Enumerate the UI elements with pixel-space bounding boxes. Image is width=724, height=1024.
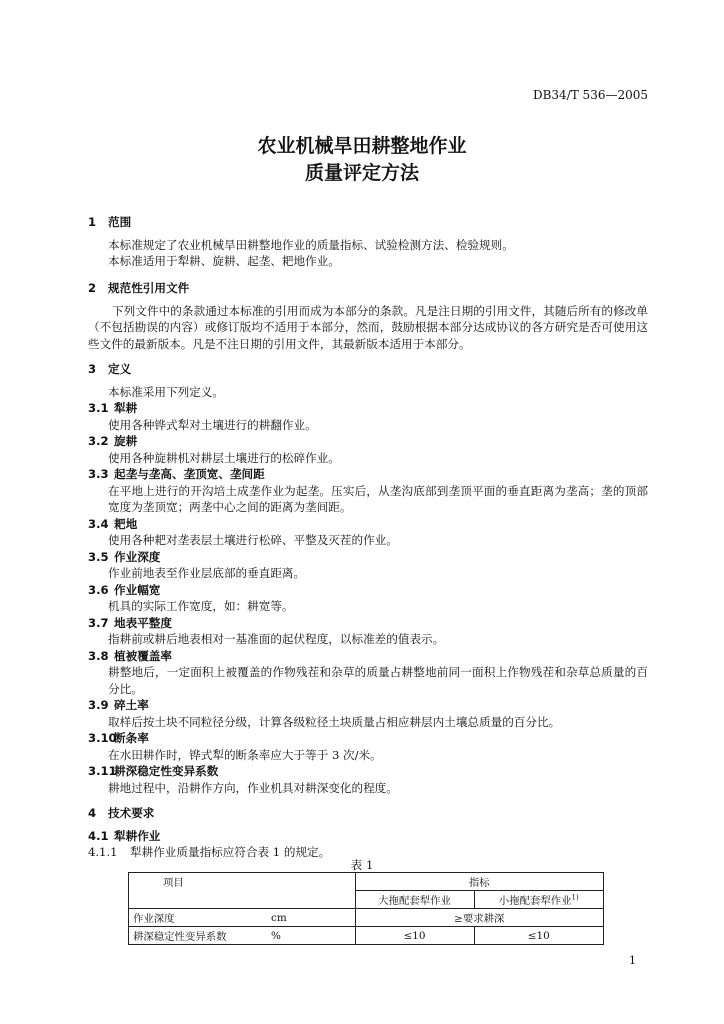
definition-text: 在水田耕作时，铧式犁的断条率应大于等于 3 次/米。 [108,747,382,762]
section-4 [88,805,648,861]
definition-text: 在平地上进行的开沟培土成垄作业为起垄。压实后，从垄沟底部到垄顶平面的垂直距离为垄高；垄的顶部宽度为垄顶宽；两垄中心之间的距离为垄间距。 [108,483,648,514]
definition-text: 耕整地后，一定面积上被覆盖的作物残茬和杂草的质量占耕整地前同一面积上作物残茬和杂草总质量的百分比。 [108,665,648,696]
standard-number: DB34/T 536—2005 [532,88,648,102]
section-2 [88,280,648,352]
definition-text: 机具的实际工作宽度，如：耕宽等。 [108,599,294,613]
definition-heading: 3.9 碎土率 [88,698,149,712]
page-number: 1 [629,954,636,967]
section-heading: 3 定义 [88,362,132,376]
document-subtitle: 质量评定方法 [304,162,419,184]
paragraph: 本标准适用于犁耕、旋耕、起垄、耙地作业。 [108,254,340,268]
definition-text: 指耕前或耕后地表相对一基准面的起伏程度，以标准差的值表示。 [108,632,445,646]
definition-heading: 3.10断条率 [88,731,149,745]
section-3 [88,361,648,796]
paragraph: 本标准规定了农业机械旱田耕整地作业的质量指标、试验检测方法、检验规则。 [108,237,514,252]
clause: 4.1.1 犁耕作业质量指标应符合表 1 的规定。 [88,845,331,859]
definition-heading: 3.5 作业深度 [88,549,161,564]
definition-heading: 3.6 作业幅宽 [88,582,161,597]
definition-heading: 3.7 地表平整度 [88,615,172,630]
section-heading: 4 技术要求 [88,806,155,820]
definition-text: 取样后按土块不同粒径分级，计算各级粒径土块质量占相应耕层内土壤总质量的百分比。 [108,714,561,729]
table-row: 作业深度 cm ≥要求耕深 [129,909,604,927]
definition-heading: 3.4 耙地 [88,516,138,531]
definition-heading: 3.2 旋耕 [88,434,138,448]
table-row: 耕深稳定性变异系数 % ≤10 ≤10 [129,927,604,945]
definition-list [88,400,648,796]
quality-index-table [128,872,604,945]
section-1 [88,214,648,270]
table-caption: 表 1 [350,858,374,872]
definition-heading: 3.11耕深稳定性变异系数 [88,764,219,778]
definition-text: 使用各种耙对垄表层土壤进行松碎、平整及灭茬的作业。 [108,533,398,547]
table-header-large: 大拖配套犁作业 [355,891,474,909]
definition-text: 使用各种旋耕机对耕层土壤进行的松碎作业。 [108,450,340,465]
section-heading: 2 规范性引用文件 [88,281,190,295]
section-heading: 1 范围 [88,215,132,229]
table-header-index: 指标 [355,873,603,891]
table-header-small: 小拖配套犁作业$^{1)}$ [474,891,603,909]
document-title: 农业机械旱田耕整地作业 [257,135,467,157]
paragraph: 下列文件中的条款通过本标准的引用而成为本部分的条款。凡是注日期的引用文件，其随后所有的修改单（不包括勘误的内容）或修订版均不适用于本部分，然而，鼓励根据本部分达成协议的各方研究是否可使用这些文件的最新版本。凡是不注日期的引用文件，其最新版本适用于本部分。 [88,303,648,351]
table-header-item: 项目 [129,873,356,909]
definition-heading: 3.1 犁耕 [88,401,138,415]
definition-text: 使用各种铧式犁对土壤进行的耕翻作业。 [108,417,317,432]
definition-heading: 3.3 起垄与垄高、垄顶宽、垄间距 [88,467,265,481]
definition-text: 作业前地表至作业层底部的垂直距离。 [108,566,306,580]
definition-text: 耕地过程中，沿耕作方向，作业机具对耕深变化的程度。 [108,780,398,795]
paragraph: 本标准采用下列定义。 [108,384,224,399]
definition-heading: 3.8 植被覆盖率 [88,648,172,663]
subsection-heading: 4.1 犁耕作业 [88,828,161,843]
